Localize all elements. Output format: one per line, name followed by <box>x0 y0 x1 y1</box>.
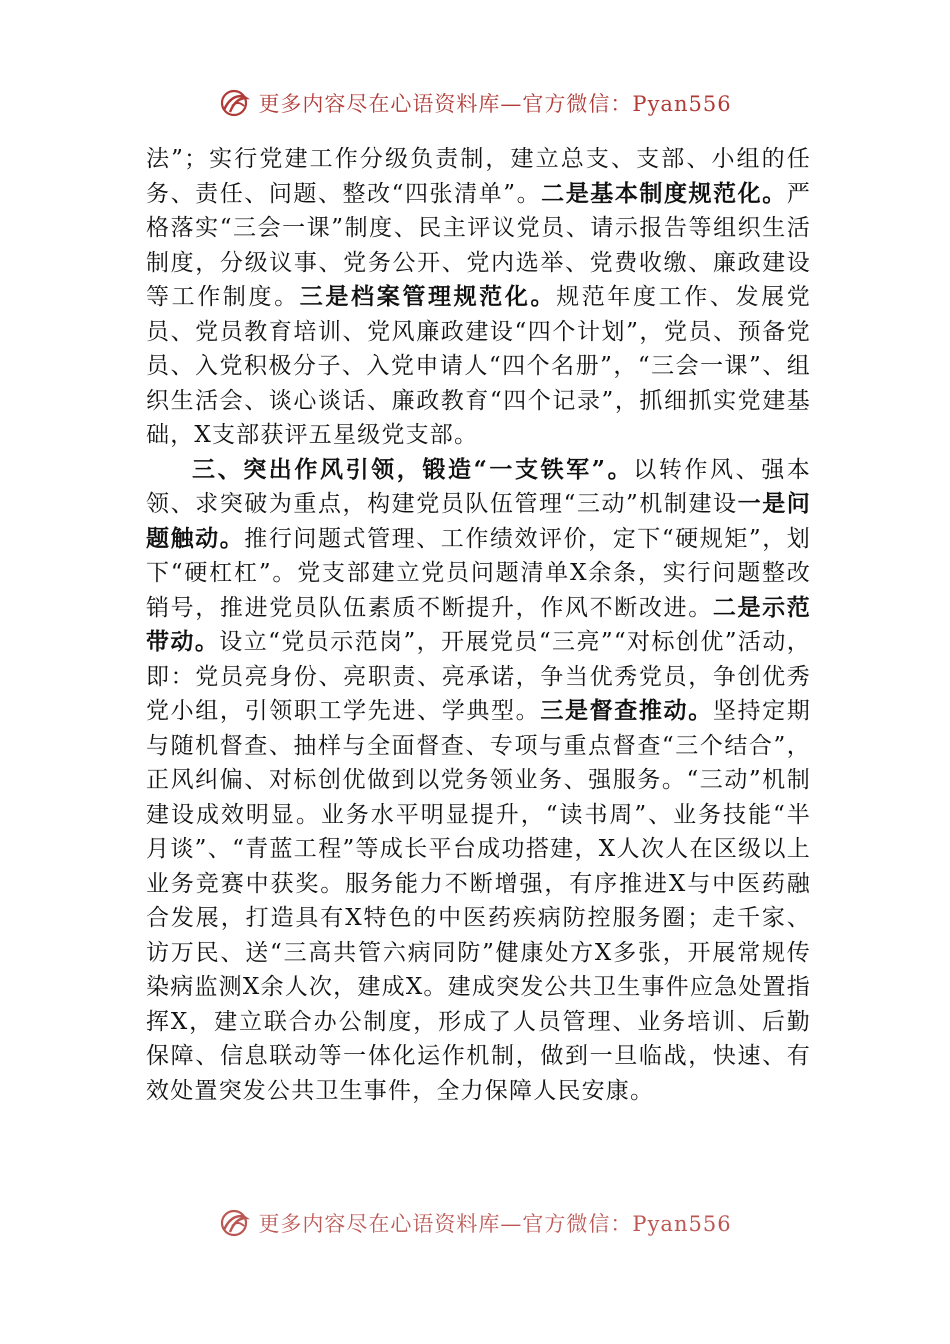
watermark-text: 更多内容尽在心语资料库—官方微信：Pyan556 <box>258 92 732 116</box>
bold-heading: 二是示范带动。 <box>146 593 811 655</box>
text-run: 规范年度工作、发展党员、党员教育培训、党风廉政建设“四个计划”，党员、预备党员、入党积极分子、入党申请人“四个名册”，“三会一课”、组织生活会、谈心谈话、廉政教育“四个记录”，抓细抓实党建基础，X支部获评五星级党支部。 <box>146 284 812 448</box>
watermark-footer <box>0 1206 950 1240</box>
text-run: 以转作风、强本领、求突破为重点，构建党员队伍管理“三动”机制建设 <box>146 456 812 517</box>
watermark-text: 更多内容尽在心语资料库—官方微信：Pyan556 <box>258 1212 732 1236</box>
swirl-logo-icon <box>218 1206 252 1240</box>
watermark-header <box>0 86 950 120</box>
paragraph <box>146 142 811 453</box>
text-run: 推行问题式管理、工作绩效评价，定下“硬规矩”，划下“硬杠杠”。党支部建立党员问题清单X余条，实行问题整改销号，推进党员队伍素质不断提升，作风不断改进。 <box>146 525 811 621</box>
text-run: 法”；实行党建工作分级负责制，建立总支、支部、小组的任务、责任、问题、整改“四张清单”。 <box>146 146 811 207</box>
bold-heading: 三是档案管理规范化。 <box>299 283 557 310</box>
bold-heading: 二是基本制度规范化。 <box>541 179 787 207</box>
paragraph <box>146 453 811 1109</box>
section-heading: 三、突出作风引领，锻造“一支铁军”。 <box>192 455 634 483</box>
document-body <box>146 142 811 1108</box>
swirl-logo-icon <box>218 86 252 120</box>
text-run: 严格落实“三会一课”制度、民主评议党员、请示报告等组织生活制度，分级议事、党务公开、党内选举、党费收缴、廉政建设等工作制度。 <box>146 180 812 310</box>
text-run: 坚持定期与随机督查、抽样与全面督查、专项与重点督查“三个结合”，正风纠偏、对标创优做到以党务领业务、强服务。“三动”机制建设成效明显。业务水平明显提升，“读书周”、业务技能“半月谈”、“青蓝工程”等成长平台成功搭建，X人次人在区级以上业务竞赛中获奖。服务能力不断增强，有序推进X与中医药融合发展，打造具有X特色的中医药疾病防控服务圈；走千家、访万民、送“三高共管六病同防”健康处方X多张，开展常规传染病监测X余人次，建成X。建成突发公共卫生事件应急处置指挥X，建立联合办公制度，形成了人员管理、业务培训、后勤保障、信息联动等一体化运作机制，做到一旦临战，快速、有效处置突发公共卫生事件，全力保障人民安康。 <box>146 698 811 1104</box>
bold-heading: 一是问题触动。 <box>146 490 811 552</box>
text-run: 设立“党员示范岗”，开展党员“三亮”“对标创优”活动，即：党员亮身份、亮职责、亮承诺，争当优秀党员，争创优秀党小组，引领职工学先进、学典型。 <box>146 629 811 724</box>
bold-heading: 三是督查推动。 <box>540 697 713 724</box>
